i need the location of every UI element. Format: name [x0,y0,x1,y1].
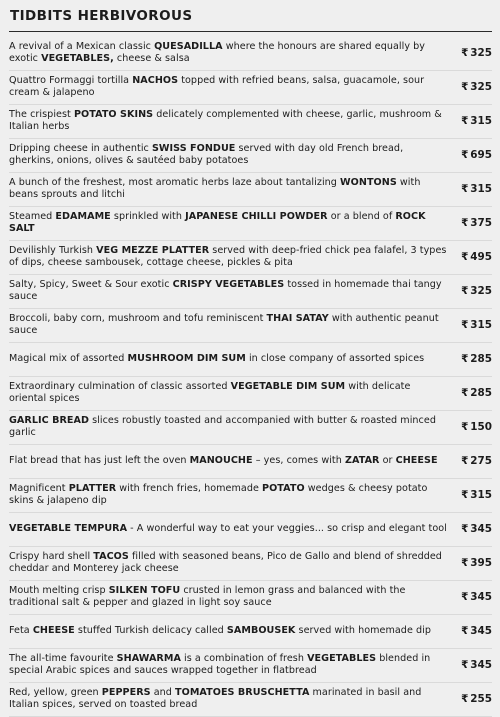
rupee-icon: ₹ [461,251,469,263]
dish-name: PEPPERS [101,686,151,698]
description-text: or a blend of [327,210,396,222]
dish-name: SAMBOUSEK [226,624,296,636]
menu-item-price [454,693,492,705]
price-amount: 315 [470,183,492,195]
description-text: and [150,686,176,698]
description-text: where the honours are shared equally by exotic [9,40,426,64]
dish-name: VEG MEZZE PLATTER [96,244,210,256]
menu-item [9,377,492,411]
description-text: served with homemade dip [295,624,431,636]
menu-item-description [9,625,454,637]
menu-item-price [454,455,492,467]
description-text: - A wonderful way to eat your veggies... so crisp and elegant tool [127,522,447,534]
dish-name: ZATAR [344,454,380,466]
menu-item [9,683,492,717]
menu-item-price [454,353,492,365]
menu-item-price [454,625,492,637]
rupee-icon: ₹ [461,217,469,229]
description-text: Red, yellow, green [9,686,102,698]
dish-name: QUESADILLA [154,40,223,52]
rupee-icon: ₹ [461,47,469,59]
menu-item [9,445,492,479]
rupee-icon: ₹ [461,625,469,637]
rupee-icon: ₹ [461,421,469,433]
price-amount: 345 [470,523,492,535]
menu-item [9,343,492,377]
rupee-icon: ₹ [461,387,469,399]
price-amount: 285 [470,353,492,365]
description-text: – yes, comes with [252,454,345,466]
dish-name: VEGETABLE TEMPURA [9,522,128,534]
dish-name: SILKEN TOFU [108,584,181,596]
description-text: tossed in homemade thai tangy sauce [9,278,442,302]
description-text: The all-time favourite [9,652,117,664]
rupee-icon: ₹ [461,523,469,535]
description-text: Salty, Spicy, Sweet & Sour exotic [9,278,173,290]
menu-item-description [9,177,454,202]
menu-item-price [454,149,492,161]
description-text: Broccoli, baby corn, mushroom and tofu reminiscent [9,312,267,324]
dish-name: VEGETABLE DIM SUM [230,380,346,392]
description-text: slices robustly toasted and accompanied with butter & roasted minced garlic [9,414,436,438]
menu-item [9,649,492,683]
menu-item-price [454,183,492,195]
description-text: The crispiest [9,108,74,120]
price-amount: 375 [470,217,492,229]
menu-item-price [454,387,492,399]
description-text: Extraordinary culmination of classic assorted [9,380,231,392]
menu-item-description [9,109,454,134]
menu-item [9,309,492,343]
dish-name: CRISPY VEGETABLES [172,278,285,290]
description-text: Dripping cheese in authentic [9,142,152,154]
menu-item-price [454,421,492,433]
dish-name: VEGETABLES, [41,53,114,64]
menu-item-description [9,551,454,576]
menu-item [9,411,492,445]
rupee-icon: ₹ [461,557,469,569]
menu-item [9,479,492,513]
menu-item-list [9,37,492,717]
menu-item-price [454,489,492,501]
dish-name: THAI SATAY [266,312,329,324]
dish-name: POTATO [262,482,305,494]
dish-name: SHAWARMA [116,652,181,664]
menu-item-description [9,381,454,406]
menu-item [9,207,492,241]
menu-item [9,173,492,207]
menu-item-description [9,687,454,712]
description-text: A bunch of the freshest, most aromatic herbs laze about tantalizing [9,176,341,188]
menu-item [9,241,492,275]
menu-item [9,139,492,173]
rupee-icon: ₹ [461,81,469,93]
menu-item-description [9,143,454,168]
rupee-icon: ₹ [461,149,469,161]
description-text: marinated in basil and Italian spices, served on toasted bread [9,686,422,710]
dish-name: SWISS FONDUE [151,142,236,154]
dish-name: MUSHROOM DIM SUM [127,352,246,364]
menu-item-price [454,523,492,535]
price-amount: 285 [470,387,492,399]
description-text: delicately complemented with cheese, garlic, mushroom & Italian herbs [9,108,442,132]
description-text: filled with seasoned beans, Pico de Gallo and blend of shredded cheddar and Monterey jack cheese [9,550,442,574]
dish-name: MANOUCHE [189,454,253,466]
description-text: topped with refried beans, salsa, guacamole, sour cream & jalapeno [9,74,425,98]
description-text: A revival of a Mexican classic [9,40,155,52]
price-amount: 325 [470,47,492,59]
description-text: blended in special Arabic spices and sauces wrapped together in flatbread [9,652,431,676]
menu-item-price [454,659,492,671]
rupee-icon: ₹ [461,353,469,365]
menu-item-description [9,653,454,678]
description-text: with authentic peanut sauce [9,312,439,336]
rupee-icon: ₹ [461,659,469,671]
rupee-icon: ₹ [461,489,469,501]
menu-item [9,37,492,71]
price-amount: 495 [470,251,492,263]
rupee-icon: ₹ [461,285,469,297]
price-amount: 315 [470,489,492,501]
dish-name: ROCK SALT [9,210,426,234]
rupee-icon: ₹ [461,693,469,705]
rupee-icon: ₹ [461,115,469,127]
price-amount: 395 [470,557,492,569]
description-text: sprinkled with [110,210,186,222]
description-text: with beans sprouts and litchi [9,176,421,200]
price-amount: 345 [470,659,492,671]
price-amount: 255 [470,693,492,705]
description-text: Crispy hard shell [9,550,94,562]
dish-name: TACOS [93,550,129,562]
description-text: Feta [9,624,33,636]
menu-item [9,581,492,615]
price-amount: 325 [470,81,492,93]
dish-name: EDAMAME [55,210,111,222]
menu-item-description [9,313,454,338]
dish-name: JAPANESE CHILLI POWDER [185,210,328,222]
description-text: stuffed Turkish delicacy called [74,624,227,636]
rupee-icon: ₹ [461,455,469,467]
dish-name: CHEESE [395,454,438,466]
menu-item-price [454,251,492,263]
description-text: wedges & cheesy potato skins & jalapeno dip [9,482,428,506]
menu-item-description [9,455,454,467]
rupee-icon: ₹ [461,319,469,331]
rupee-icon: ₹ [461,183,469,195]
menu-item-price [454,557,492,569]
menu-item-price [454,319,492,331]
dish-name: TOMATOES BRUSCHETTA [175,686,310,698]
price-amount: 345 [470,625,492,637]
description-text: served with day old French bread, gherkins, onions, olives & sautéed baby potatoes [9,142,404,166]
description-text: or [379,454,396,466]
menu-item-description [9,353,454,365]
menu-item-description [9,415,454,440]
menu-item-price [454,591,492,603]
description-text: served with deep-fried chick pea falafel, 3 types of dips, cheese sambousek, cottage cheese, pickles & pita [9,244,447,268]
description-text: Mouth melting crisp [9,584,109,596]
menu-item-description [9,585,454,610]
menu-item-description [9,211,454,236]
dish-name: CHEESE [32,624,75,636]
menu-item-description [9,41,454,66]
menu-item-price [454,47,492,59]
price-amount: 315 [470,115,492,127]
price-amount: 275 [470,455,492,467]
description-text: Steamed [9,210,56,222]
menu-item [9,513,492,547]
dish-name: POTATO SKINS [73,108,154,120]
menu-item [9,615,492,649]
dish-name: NACHOS [132,74,179,86]
menu-item [9,547,492,581]
price-amount: 315 [470,319,492,331]
menu-item-price [454,115,492,127]
menu-item-description [9,279,454,304]
menu-item [9,275,492,309]
price-amount: 325 [470,285,492,297]
description-text: in close company of assorted spices [245,352,425,364]
price-amount: 150 [470,421,492,433]
menu-item-description [9,75,454,100]
menu-item-description [9,245,454,270]
description-text: cheese & salsa [113,53,190,64]
rupee-icon: ₹ [461,591,469,603]
description-text: is a combination of fresh [180,652,308,664]
description-text: with french fries, homemade [116,482,263,494]
price-amount: 345 [470,591,492,603]
description-text: Magical mix of assorted [9,352,128,364]
description-text: crusted in lemon grass and balanced with the traditional salt & pepper and glazed in light soy sauce [9,584,406,608]
description-text: with delicate oriental spices [9,380,411,404]
menu-header [9,6,492,32]
menu-item [9,71,492,105]
menu-item-price [454,81,492,93]
menu-item-description [9,483,454,508]
dish-name: PLATTER [68,482,117,494]
menu-item-price [454,217,492,229]
description-text: Flat bread that has just left the oven [9,454,190,466]
menu-item-price [454,285,492,297]
dish-name: VEGETABLES [307,652,377,664]
description-text: Magnificent [9,482,69,494]
description-text: Quattro Formaggi tortilla [9,74,133,86]
menu-item-description [9,523,454,535]
menu-title: TIDBITS HERBIVOROUS [10,8,193,24]
menu-item [9,105,492,139]
description-text: Devilishly Turkish [9,244,97,256]
price-amount: 695 [470,149,492,161]
dish-name: WONTONS [340,176,397,188]
dish-name: GARLIC BREAD [9,414,89,426]
